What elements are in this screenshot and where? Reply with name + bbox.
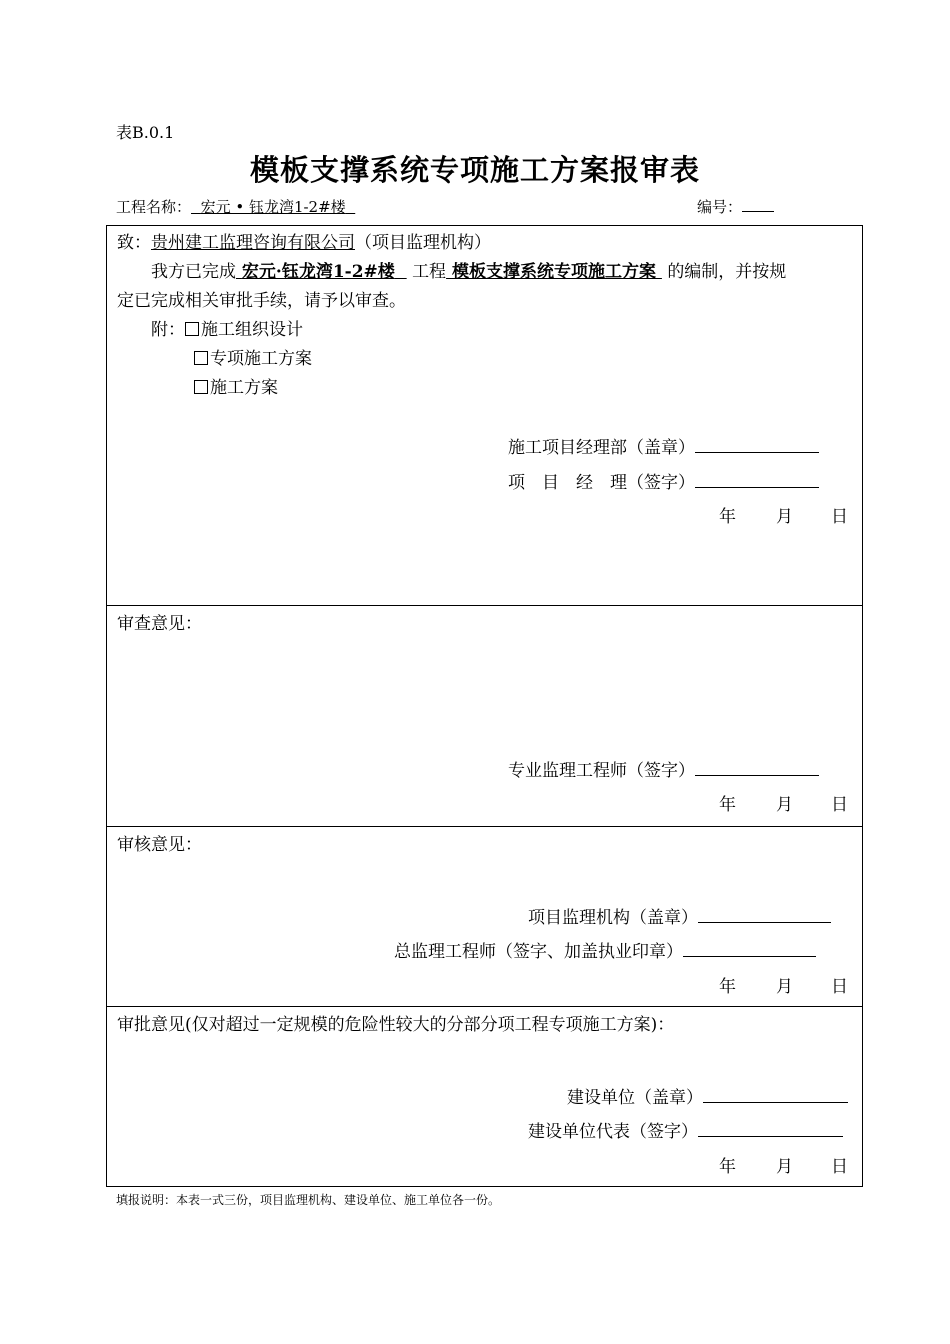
project-name-field[interactable] <box>191 198 355 216</box>
date-year: 年 <box>719 977 736 997</box>
body-project-field[interactable] <box>236 262 407 282</box>
audit-heading: 审核意见： <box>117 835 202 855</box>
to-label: 致： <box>117 233 151 253</box>
date-day: 日 <box>831 507 848 527</box>
serial-number-row <box>697 196 774 217</box>
approval-form-table <box>106 225 863 1187</box>
signature-row-supervision-org <box>528 903 831 928</box>
signature-row-pm-dept <box>508 433 819 458</box>
date-day: 日 <box>831 795 848 815</box>
date-row-1 <box>719 502 848 527</box>
project-name-row <box>116 196 355 217</box>
attachment-label-1: 施工组织设计 <box>201 320 303 340</box>
signature-row-engineer <box>508 756 819 781</box>
attachment-label-2: 专项施工方案 <box>210 349 312 369</box>
attachment-item-1 <box>151 315 303 340</box>
body-prefix: 我方已完成 <box>151 262 236 282</box>
section-review <box>107 606 863 827</box>
supervision-org-label: 项目监理机构（盖章） <box>528 908 698 928</box>
signature-row-chief-engineer <box>394 937 816 962</box>
signature-row-owner-rep <box>528 1117 843 1142</box>
checkbox-construction-plan[interactable] <box>194 380 208 394</box>
body-mid: 工程 <box>412 262 447 282</box>
approval-heading: 审批意见(仅对超过一定规模的危险性较大的分部分项工程专项施工方案)： <box>117 1015 675 1035</box>
body-plan: 模板支撑系统专项施工方案 <box>451 262 656 282</box>
addressee-line <box>117 228 491 253</box>
attach-label: 附： <box>151 320 185 340</box>
section-audit <box>107 827 863 1007</box>
date-month: 月 <box>776 977 793 997</box>
form-number: 表B.0.1 <box>116 123 175 142</box>
engineer-signature-field[interactable] <box>695 759 819 776</box>
date-year: 年 <box>719 507 736 527</box>
attachment-item-2 <box>194 344 312 369</box>
date-day: 日 <box>831 977 848 997</box>
section-submission <box>107 226 863 606</box>
project-label: 工程名称： <box>116 198 192 216</box>
date-year: 年 <box>719 795 736 815</box>
submission-body-line1 <box>151 257 786 282</box>
signature-row-owner-unit <box>567 1083 848 1108</box>
serial-number-field[interactable] <box>742 197 774 212</box>
page-title: 模板支撑系统专项施工方案报审表 <box>249 153 700 187</box>
submission-body-line2: 定已完成相关审批手续，请予以审查。 <box>117 291 406 311</box>
body-project: 宏元·钰龙湾1-2#楼 <box>241 262 395 282</box>
date-row-3 <box>719 972 848 997</box>
owner-unit-label: 建设单位（盖章） <box>567 1088 703 1108</box>
checkbox-construction-design[interactable] <box>185 322 199 336</box>
project-name-value: 宏元 • 钰龙湾1-2#楼 <box>200 198 346 216</box>
date-month: 月 <box>776 1157 793 1177</box>
owner-rep-label: 建设单位代表（签字） <box>528 1122 698 1142</box>
date-year: 年 <box>719 1157 736 1177</box>
attachment-label-3: 施工方案 <box>210 378 278 398</box>
pm-signature-field[interactable] <box>695 471 819 488</box>
body-suffix: 的编制，并按规 <box>667 262 787 282</box>
date-row-2 <box>719 790 848 815</box>
checkbox-special-plan[interactable] <box>194 351 208 365</box>
body-plan-field[interactable] <box>446 262 662 282</box>
signature-row-pm <box>508 468 819 493</box>
addressee-suffix: （项目监理机构） <box>355 233 491 253</box>
footnote: 填报说明：本表一式三份，项目监理机构、建设单位、施工单位各一份。 <box>116 1193 501 1207</box>
chief-engineer-label: 总监理工程师（签字、加盖执业印章） <box>394 942 683 962</box>
owner-unit-stamp-field[interactable] <box>703 1086 848 1103</box>
date-day: 日 <box>831 1157 848 1177</box>
pm-dept-stamp-field[interactable] <box>695 436 819 453</box>
date-row-4 <box>719 1152 848 1177</box>
date-month: 月 <box>776 507 793 527</box>
engineer-label: 专业监理工程师（签字） <box>508 761 695 781</box>
attachment-item-3 <box>194 373 278 398</box>
review-heading: 审查意见： <box>117 614 202 634</box>
supervision-org-stamp-field[interactable] <box>698 906 831 923</box>
serial-label: 编号： <box>697 198 743 216</box>
pm-label: 项 目 经 理（签字） <box>508 473 695 493</box>
addressee-org: 贵州建工监理咨询有限公司 <box>151 233 355 253</box>
owner-rep-signature-field[interactable] <box>698 1120 843 1137</box>
chief-engineer-signature-field[interactable] <box>683 940 816 957</box>
pm-dept-label: 施工项目经理部（盖章） <box>508 438 695 458</box>
date-month: 月 <box>776 795 793 815</box>
section-approval <box>107 1007 863 1187</box>
